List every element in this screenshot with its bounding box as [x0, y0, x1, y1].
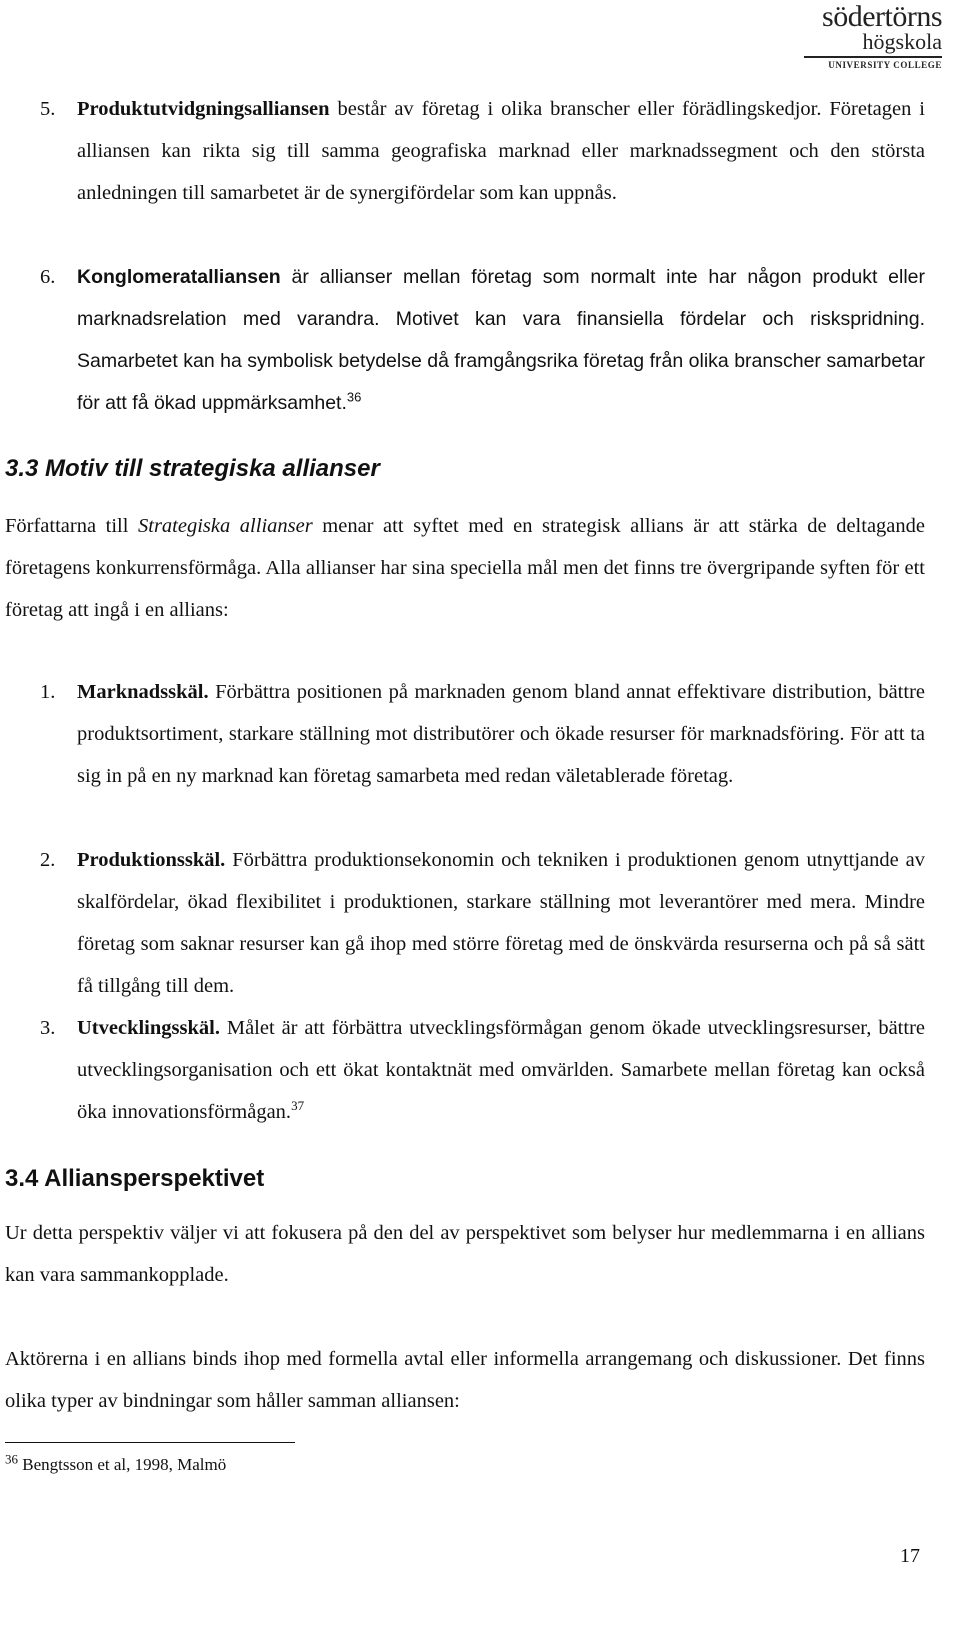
list-number: 2. [40, 849, 56, 871]
section-heading-3-4: 3.4 Alliansperspektivet [5, 1165, 265, 1192]
list-term: Marknadsskäl. [77, 681, 209, 703]
footnote-ref: 36 [346, 389, 362, 405]
logo-line2: högskola [862, 29, 942, 54]
university-logo [802, 0, 952, 80]
book-title: Strategiska allianser [138, 515, 313, 537]
list-term: Produktutvidgningsalliansen [77, 98, 330, 120]
list-item-body [77, 1007, 925, 1133]
logo-bar [804, 56, 942, 58]
list-number: 3. [40, 1017, 56, 1039]
footnote-text: Bengtsson et al, 1998, Malmö [18, 1455, 227, 1474]
footnote-number: 36 [5, 1451, 18, 1467]
section-heading-3-3: 3.3 Motiv till strategiska allianser [5, 455, 380, 482]
intro-post: menar att syftet med en strategisk allians är att stärka de deltagande företagens konkurrensförmåga. Alla allianser har sina speciella mål men det finns tre övergripande syften för ett företag att ingå i en allians: [5, 515, 925, 621]
section-3-4-para2: Aktörerna i en allians binds ihop med formella avtal eller informella arrangemang och diskussioner. Det finns olika typer av bindningar som håller samman alliansen: [5, 1348, 925, 1412]
logo-line1: södertörns [822, 0, 942, 33]
footnote-divider [5, 1442, 295, 1443]
list-number: 6. [40, 266, 56, 288]
list-term: Produktionsskäl. [77, 849, 226, 871]
list-text: Förbättra produktionsekonomin och tekniken i produktionen genom utnyttjande av skalfördelar, ökad flexibilitet i produktionen, starkare ställning mot leverantörer med mera. Mindre företag som saknar resurser kan gå ihop med större företag med de önskvärda resurserna och på så sätt få tillgång till dem. [77, 849, 925, 997]
list-item-body [77, 88, 925, 214]
list-term: Utvecklingsskäl. [77, 1017, 220, 1039]
intro-pre: Författarna till [5, 515, 138, 537]
section-3-3-intro [5, 505, 925, 631]
list-number: 1. [40, 681, 56, 703]
list-text: Förbättra positionen på marknaden genom bland annat effektivare distribution, bättre produktsortiment, starkare ställning mot distributörer och ökade resurser för marknadsföring. För att ta sig in på en ny marknad kan företag samarbeta med redan väletablerade företag. [77, 681, 925, 787]
logo-line3: UNIVERSITY COLLEGE [828, 60, 942, 70]
footnote-ref: 37 [291, 1098, 305, 1114]
list-text: består av företag i olika branscher eller förädlingskedjor. Företagen i alliansen kan rikta sig till samma geografiska marknad eller marknadssegment och den största anledningen till samarbetet är de synergifördelar som kan uppnås. [77, 98, 925, 204]
list-term: Konglomeratalliansen [77, 266, 281, 288]
footnote [5, 1451, 227, 1475]
list-text: Målet är att förbättra utvecklingsförmågan genom ökade utvecklingsresurser, bättre utvecklingsorganisation och ett ökat kontaktnät med omvärlden. Samarbete mellan företag kan också öka innovationsförmågan. [77, 1017, 925, 1123]
list-number: 5. [40, 98, 56, 120]
section-3-4-para1: Ur detta perspektiv väljer vi att fokusera på den del av perspektivet som belyser hur medlemmarna i en allians kan vara sammankopplade. [5, 1222, 925, 1286]
list-text: är allianser mellan företag som normalt inte har någon produkt eller marknadsrelation med varandra. Motivet kan vara finansiella fördelar och riskspridning. Samarbetet kan ha symbolisk betydelse då framgångsrika företag från olika branscher samarbetar för att få ökad uppmärksamhet. [77, 266, 925, 414]
list-item-body [77, 839, 925, 1007]
list-item-body [77, 256, 925, 424]
list-item-body [77, 671, 925, 797]
page-number: 17 [900, 1545, 920, 1567]
